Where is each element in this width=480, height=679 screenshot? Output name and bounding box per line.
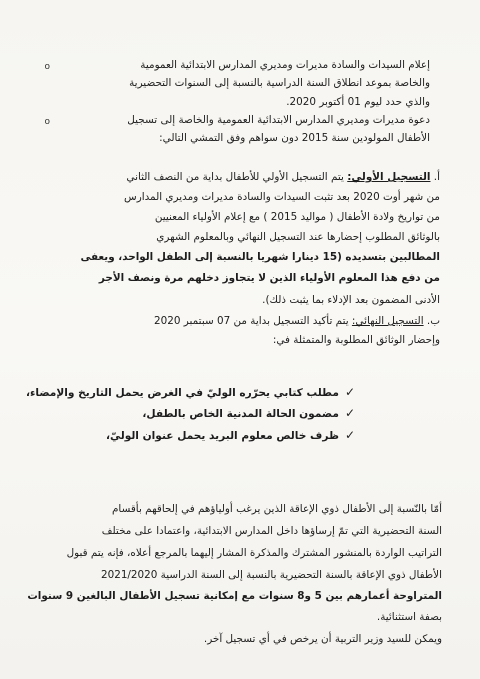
document-item-label: مضمون الحالة المدنية الخاص بالطفل، [142,408,339,420]
step-a-line-6: من دفع هذا المعلوم الأولياء الذين لا يتجاوز دخلهم مرة ونصف الأجر [98,272,440,284]
step-b-heading-line [40,314,440,329]
bullet-marker-2: o [44,117,50,127]
document-item-label: مطلب كتابي يحرّره الوليّ في الغرض يحمل التاريخ والإمضاء، [25,387,339,399]
step-a-line-4: بالوثائق المطلوب إحضارها عند التسجيل النهائي وبالمعلوم الشهري [156,231,440,243]
step-a-line-1: يتم التسجيل الأولي للأطفال بداية من النصف الثاني [126,171,344,183]
step-a-line-5: المطالبين بتسديده (15 دينارا شهريا بالنسبة إلى الطفل الواحد، ويعفى [80,251,440,263]
disability-line-6: بصفة استثنائية. [376,611,442,623]
step-a-title: التسجيل الأولي: [347,171,431,183]
bullet-marker-1: o [44,62,50,72]
step-b-marker: ب. [426,315,440,327]
document-item [40,428,355,444]
disability-line-4: الأطفال ذوي الإعاقة بالسنة التحضيرية بالنسبة إلى السنة الدراسية 2021/2020 [100,569,442,581]
step-a-marker: أ. [433,171,440,183]
closing-line: ويمكن للسيد وزير التربية أن يرخص في أي تسجيل آخر. [203,633,442,645]
disability-line-1: أمّا بالنّسبة إلى الأطفال ذوي الإعاقة الذين يرغب أولياؤهم في إلحاقهم بأقسام [111,503,442,515]
disability-line-2: السنة التحضيرية التي تمّ إرساؤها داخل المدارس الابتدائية، واعتمادا على مختلف [101,525,442,537]
disability-line-3: التراتيب الواردة بالمنشور المشترك والمذكرة المشار إليهما بالمرجع أعلاه، فإنه يتم قبول [66,547,442,559]
step-b-line-1: يتم تأكيد التسجيل بداية من 07 سبتمبر 2020 [154,315,349,327]
intro-bullet-2-line-1: دعوة مديرات ومديري المدارس الابتدائية العمومية والخاصة إلى تسجيل [127,114,430,126]
document-item [40,406,355,422]
step-b-line-2: وإحضار الوثائق المطلوبة والمتمثلة في: [272,334,440,346]
check-icon: ✓ [344,385,355,399]
intro-bullet-1-line-1: إعلام السيدات والسادة مديرات ومديري المدارس الابتدائية العمومية [140,59,430,71]
intro-bullet-1-line-2: والخاصة بموعد انطلاق السنة الدراسية بالنسبة إلى السنوات التحضيرية [129,77,430,89]
step-a-line-2: من شهر أوت 2020 بعد تثبت السيدات والسادة مديرات ومديري المدارس [124,191,440,203]
intro-bullet-1-line-3: والذي حدد ليوم 01 أكتوبر 2020. [286,96,430,108]
document-item [25,385,355,401]
step-a-line-7: الأدنى المضمون بعد الإدلاء بما يثبت ذلك). [262,294,440,306]
intro-bullet-2-line-2: الأطفال المولودين سنة 2015 دون سواهم وفق التمشي التالي: [159,132,430,144]
step-a-line-3: من تواريخ ولادة الأطفال ( مواليد 2015 ) مع إعلام الأولياء المعنيين [154,211,440,223]
check-icon: ✓ [344,428,355,442]
disability-line-5: المتراوحة أعمارهم بين 5 و8 سنوات مع إمكانية تسجيل الأطفال البالغين 9 سنوات [27,590,442,602]
step-b-title: التسجيل النهائي: [351,315,424,327]
document-item-label: ظرف خالص معلوم البريد يحمل عنوان الوليّ، [105,430,339,442]
check-icon: ✓ [344,406,355,420]
step-a-heading-line [40,170,440,185]
